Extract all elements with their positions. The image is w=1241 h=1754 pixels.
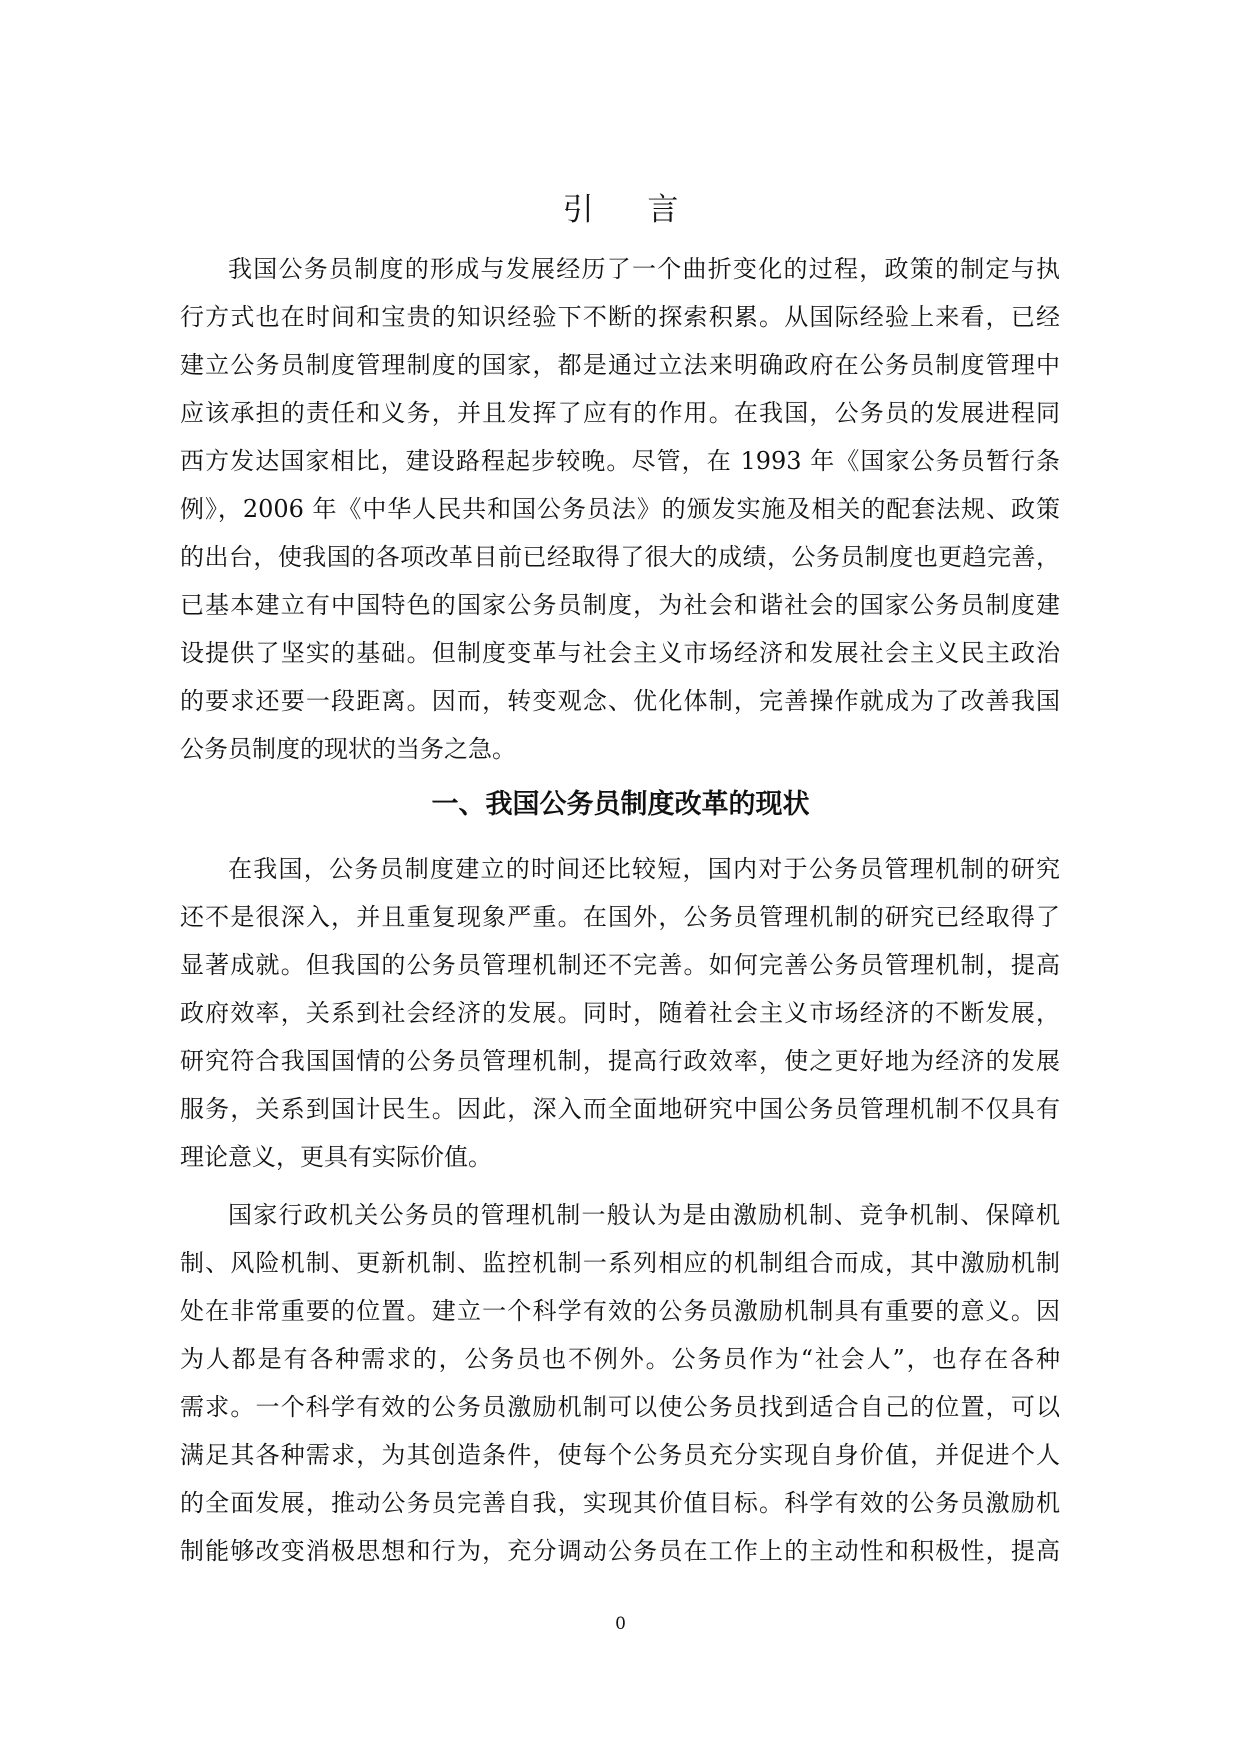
text-line: 西方发达国家相比，建设路程起步较晚。尽管，在 1993 年《国家公务员暂行条 [180,447,1060,475]
text-line: 制、风险机制、更新机制、监控机制一系列相应的机制组合而成，其中激励机制 [180,1249,1060,1277]
text-line: 制能够改变消极思想和行为，充分调动公务员在工作上的主动性和积极性，提高 [180,1537,1060,1565]
text-line: 例》，2006 年《中华人民共和国公务员法》的颁发实施及相关的配套法规、政策 [180,495,1060,523]
text-line: 服务，关系到国计民生。因此，深入而全面地研究中国公务员管理机制不仅具有 [180,1095,1060,1123]
text-line: 研究符合我国国情的公务员管理机制，提高行政效率，使之更好地为经济的发展 [180,1047,1060,1075]
page-title: 引 言 [562,192,701,228]
text-line: 政府效率，关系到社会经济的发展。同时，随着社会主义市场经济的不断发展， [180,999,1060,1027]
text-line: 为人都是有各种需求的，公务员也不例外。公务员作为“社会人”，也存在各种 [180,1345,1060,1373]
text-line: 已基本建立有中国特色的国家公务员制度，为社会和谐社会的国家公务员制度建 [180,591,1060,619]
text-line: 满足其各种需求，为其创造条件，使每个公务员充分实现自身价值，并促进个人 [180,1441,1060,1469]
text-line: 的要求还要一段距离。因而，转变观念、优化体制，完善操作就成为了改善我国 [180,687,1060,715]
section1-paragraph-1 [180,845,1060,1181]
text-line: 行方式也在时间和宝贵的知识经验下不断的探索积累。从国际经验上来看，已经 [180,303,1060,331]
section-heading: 一、我国公务员制度改革的现状 [431,789,810,820]
intro-paragraph [180,245,1060,773]
text-line: 建立公务员制度管理制度的国家，都是通过立法来明确政府在公务员制度管理中 [180,351,1060,379]
text-line: 公务员制度的现状的当务之急。 [180,735,516,763]
text-line: 国家行政机关公务员的管理机制一般认为是由激励机制、竞争机制、保障机 [228,1201,1060,1229]
text-line: 设提供了坚实的基础。但制度变革与社会主义市场经济和发展社会主义民主政治 [180,639,1060,667]
text-line: 我国公务员制度的形成与发展经历了一个曲折变化的过程，政策的制定与执 [228,255,1060,283]
text-line: 理论意义，更具有实际价值。 [180,1143,492,1171]
text-line: 在我国，公务员制度建立的时间还比较短，国内对于公务员管理机制的研究 [228,855,1060,883]
text-line: 需求。一个科学有效的公务员激励机制可以使公务员找到适合自己的位置，可以 [180,1393,1060,1421]
text-line: 还不是很深入，并且重复现象严重。在国外，公务员管理机制的研究已经取得了 [180,903,1060,931]
section1-paragraph-2 [180,1191,1060,1575]
text-line: 的出台，使我国的各项改革目前已经取得了很大的成绩，公务员制度也更趋完善， [180,543,1060,571]
text-line: 的全面发展，推动公务员完善自我，实现其价值目标。科学有效的公务员激励机 [180,1489,1060,1517]
text-line: 处在非常重要的位置。建立一个科学有效的公务员激励机制具有重要的意义。因 [180,1297,1060,1325]
text-line: 应该承担的责任和义务，并且发挥了应有的作用。在我国，公务员的发展进程同 [180,399,1060,427]
page-number: 0 [615,1614,626,1634]
text-line: 显著成就。但我国的公务员管理机制还不完善。如何完善公务员管理机制，提高 [180,951,1060,979]
